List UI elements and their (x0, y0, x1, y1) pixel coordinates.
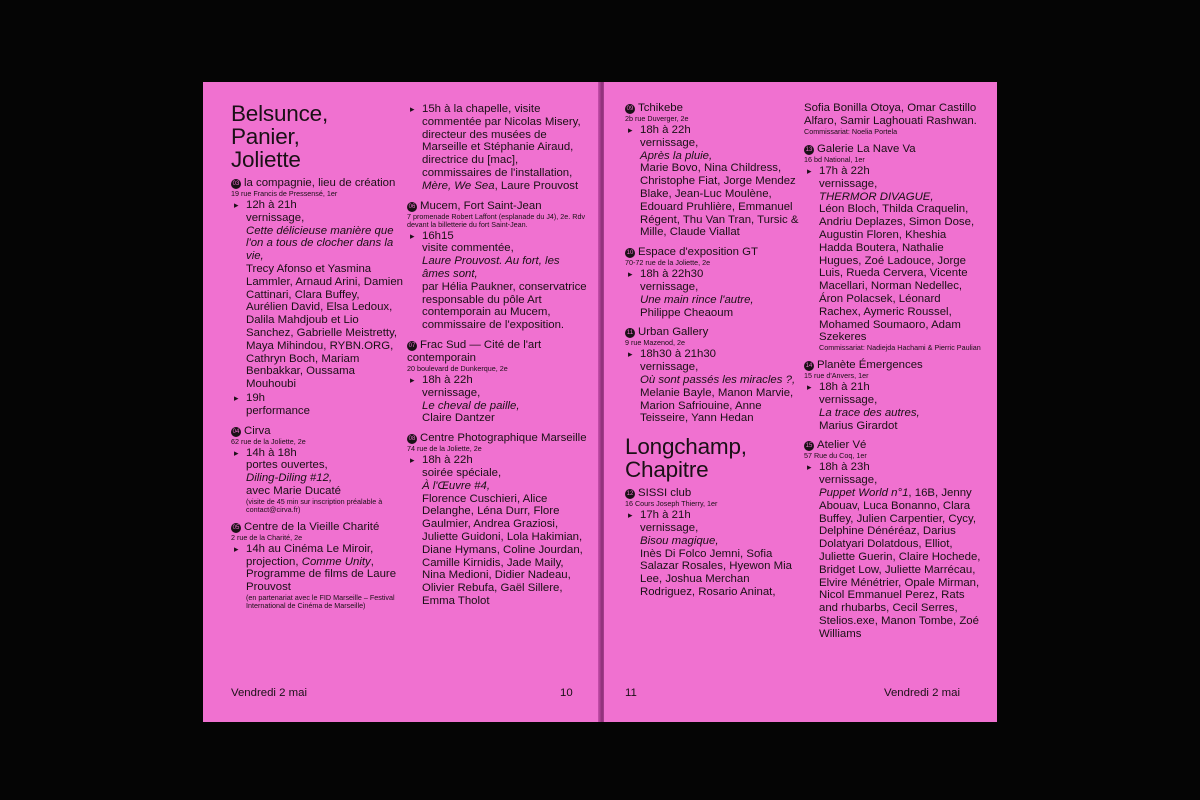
venue-entry (407, 200, 587, 332)
event-text: vernissage, (640, 136, 699, 149)
event-text: , 16B, Jenny Abouav, Luca Bonanno, Clara Buffey, Julien Carpentier, Cycy, Delphine Dénéréaz, Darius Dolatyari Dolatdous, Elliot, Juliette Guerin, Claire Hochede, Bridget Low, Juliette Marrécau, Elvire Ménétrier, Opale Mirman, Nicol Emmanuel Perez, Rats and rhubarbs, Cecil Serres, Stelios.exe, Manon Tombe, Zoé Williams (819, 486, 981, 640)
venue-entry (804, 439, 982, 640)
event-line (640, 535, 801, 548)
venue-number-badge: 10 (626, 250, 634, 257)
event-line (246, 472, 403, 485)
event-line (640, 294, 801, 307)
event-title: THERMOR DIVAGUE, (819, 190, 934, 203)
event-line (819, 191, 982, 204)
event-line (640, 361, 801, 374)
venue-number-badge: 07 (408, 342, 416, 349)
event-line (640, 522, 801, 535)
district-heading: Belsunce, Panier, Joliette (231, 101, 329, 172)
event-text: 19h (246, 391, 266, 404)
event-line (640, 548, 801, 599)
venue-name: Atelier Vé (817, 439, 867, 452)
venue-number-badge: 06 (408, 203, 416, 210)
footer-date: Vendredi 2 mai (884, 687, 960, 699)
venue-address: 7 promenade Robert Laffont (esplanade du J4), 2e. Rdv devant la billetterie du fort Saint-Jean. (407, 211, 586, 229)
event-line (422, 230, 587, 243)
event-item (625, 124, 801, 239)
event-title: Une main rince l'autre, (640, 293, 754, 306)
event-text: 15h à la chapelle, visite commentée par Nicolas Misery, directeur des musées de Marseille et Stéphanie Airaud, directrice du [mac], commissaires de l'installation, (422, 103, 581, 179)
event-line (640, 281, 801, 294)
event-title: Cette délicieuse manière que l'on a tous de clocher dans la vie, (246, 224, 394, 263)
event-line (819, 487, 982, 641)
event-title: Après la pluie, (640, 149, 713, 162)
event-text: Philippe Cheaoum (640, 306, 734, 319)
event-text: Léon Bloch, Thilda Craquelin, Andriu Deplazes, Simon Dose, Augustin Floren, Kheshia Hadda Boutera, Nathalie Hugues, Zoé Ladouce, Jorge Luis, Rueda Cervera, Vicente Macellari, Norman Nedellec, Áron Polacsek, Léonard Rachex, Aymeric Roussel, Mohamed Soumaoro, Adam Szekeres (819, 203, 975, 344)
event-item (804, 165, 982, 352)
event-item (407, 454, 587, 608)
event-line (422, 493, 587, 608)
venue-number-badge: 05 (232, 524, 240, 531)
event-text: performance (246, 404, 310, 417)
event-line (422, 103, 587, 193)
event-title: Le cheval de paille, (422, 399, 520, 412)
event-title: Où sont passés les miracles ?, (640, 373, 796, 386)
venue-name: Centre de la Vieille Charité (244, 520, 380, 533)
page-number: 11 (625, 687, 637, 699)
event-title: Diling-Diling #12, (246, 472, 333, 485)
event-line (819, 394, 982, 407)
event-text: vernissage, (819, 393, 878, 406)
event-line (819, 165, 982, 178)
event-note: Commissariat: Nadiejda Hachami & Pierric Paulian (819, 343, 981, 353)
venue-address: 19 rue Francis de Pressensé, 1er (231, 189, 338, 198)
venue-title (231, 425, 403, 438)
venue-name: Mucem, Fort Saint-Jean (420, 199, 542, 212)
venue-address: 2 rue de la Charité, 2e (231, 532, 303, 542)
event-text: 18h à 22h30 (640, 268, 704, 281)
event-line (422, 242, 587, 255)
event-text: Melanie Bayle, Manon Marvie, Marion Safriouine, Anne Teisseire, Yann Hedan (640, 386, 794, 425)
event-line (640, 307, 801, 320)
event-note: (visite de 45 min sur inscription préalable à contact@cirva.fr) (246, 496, 383, 514)
event-text: 17h à 22h (819, 165, 870, 177)
right-page (604, 82, 997, 722)
venue-name: la compagnie, lieu de création (244, 177, 396, 189)
venue-name: Urban Gallery (638, 326, 709, 339)
venue-name: Galerie La Nave Va (817, 143, 916, 155)
venue-title (407, 339, 587, 365)
event-line (819, 420, 982, 433)
event-line (640, 124, 801, 137)
venue-address: 62 rue de la Joliette, 2e (231, 436, 306, 446)
venue-entry (231, 521, 403, 610)
venue-number-badge: 11 (626, 330, 634, 337)
event-item (625, 348, 801, 425)
event-line (640, 268, 801, 281)
event-item (407, 230, 587, 332)
venue-name: Cirva (244, 424, 271, 437)
venue-entry (625, 326, 801, 425)
venue-entry (804, 143, 982, 352)
venue-address: 15 rue d'Anvers, 1er (804, 371, 869, 381)
venue-address: 16 bd National, 1er (804, 155, 865, 164)
event-text: Trecy Afonso et Yasmina Lammler, Arnaud Arini, Damien Cattinari, Clara Buffey, Aurélien David, Elsa Ledoux, Dalila Mahdjoub et Lio Sanchez, Gabrielle Meistretty, Maya Mihindou, RYBN.ORG, Cathryn Boch, Mariam Benbakkar, Oussama Mouhoubi (246, 262, 404, 391)
event-item (231, 447, 403, 514)
event-line (422, 454, 587, 467)
event-line (819, 178, 982, 191)
event-text: 18h à 22h (640, 124, 691, 136)
venue-number-badge: 13 (805, 147, 813, 153)
venue-title (231, 521, 403, 534)
event-line (640, 348, 801, 361)
venue-number-badge: 14 (805, 363, 813, 370)
event-text: 12h à 21h (246, 199, 297, 211)
venue-number-badge: 04 (232, 428, 240, 435)
event-line (819, 407, 982, 420)
venue-address: 57 Rue du Coq, 1er (804, 451, 867, 461)
venue-entry (407, 103, 587, 193)
event-text: vernissage, (640, 280, 699, 293)
venue-name: Tchikebe (638, 102, 683, 114)
event-title: Bisou magique, (640, 534, 719, 547)
venue-name: Centre Photographique Marseille (420, 432, 587, 445)
venue-address: 70-72 rue de la Joliette, 2e (625, 258, 711, 268)
event-text: , Programme de films de Laure Prouvost (246, 555, 397, 594)
event-text: vernissage, (819, 177, 878, 190)
event-text: vernissage, (640, 521, 699, 534)
event-item (407, 103, 587, 193)
event-text: 18h à 21h (819, 381, 870, 394)
venue-address: 74 rue de la Joliette, 2e (407, 444, 482, 454)
event-text: portes ouvertes, (246, 459, 328, 472)
event-text: Florence Cuschieri, Alice Delanghe, Léna Durr, Flore Gaulmier, Andrea Graziosi, Juliette Guidoni, Lola Hakimian, Diane Hymans, Coline Jourdan, Camille Kirnidis, Jade Maily, Nina Medioni, Didier Nadeau, Olivier Rebufa, Gaël Sillere, Emma Tholot (422, 492, 583, 607)
event-item (407, 374, 587, 425)
right-col-1 (625, 102, 801, 606)
venue-entry (625, 102, 801, 239)
venue-address: 16 Cours Joseph Thierry, 1er (625, 499, 718, 509)
venue-entry (407, 432, 587, 608)
event-item (231, 199, 403, 391)
event-line (246, 225, 403, 263)
event-item (804, 381, 982, 432)
venue-entry (625, 246, 801, 319)
venue-name: Espace d'exposition GT (638, 246, 758, 259)
event-title: À l'Œuvre #4, (422, 479, 491, 492)
venue-entry (231, 425, 403, 514)
venue-address: 9 rue Mazenod, 2e (625, 338, 685, 348)
footer-date: Vendredi 2 mai (231, 687, 307, 699)
event-line (640, 162, 801, 239)
event-line (422, 374, 587, 387)
event-note: (en partenariat avec le FID Marseille – Festival International de Cinéma de Marseille) (246, 592, 395, 610)
venue-entry (407, 339, 587, 425)
event-line (422, 387, 587, 400)
venue-number-badge: 08 (408, 436, 416, 443)
event-text: 14h à 18h (246, 446, 297, 459)
event-line (640, 509, 801, 522)
left-col-2 (407, 102, 587, 615)
right-col-2 (804, 102, 982, 648)
event-text: 18h à 22h (422, 373, 473, 386)
event-item (804, 461, 982, 640)
venue-number-badge: 15 (805, 443, 813, 450)
venue-name: SISSI club (638, 487, 692, 500)
event-text: visite commentée, (422, 242, 514, 255)
event-line (819, 474, 982, 487)
event-text: Inès Di Folco Jemni, Sofia Salazar Rosales, Hyewon Mia Lee, Joshua Merchan Rodriguez, Rosario Aninat, (640, 547, 792, 598)
event-text: vernissage, (640, 361, 699, 374)
event-line (246, 459, 403, 472)
event-text: Marie Bovo, Nina Childress, Christophe Fiat, Jorge Mendez Blake, Jean-Luc Moulène, Edouard Pruhlière, Emmanuel Régent, Thu Van Tran, Tursic & Mille, Claude Viallat (640, 162, 799, 239)
event-line (246, 543, 403, 594)
event-text: Marius Girardot (819, 419, 898, 432)
event-line (422, 400, 587, 413)
event-line (246, 263, 403, 391)
event-text: 16h15 (422, 229, 454, 242)
venue-name: Frac Sud — Cité de l'art contemporain (407, 338, 542, 364)
event-text: , Laure Prouvost (494, 179, 579, 192)
event-text: vernissage, (422, 386, 481, 399)
event-title: Comme Unity (301, 555, 371, 568)
venue-number-badge: 09 (626, 106, 634, 112)
venue-number-badge: 03 (232, 181, 240, 187)
event-title: Puppet World n°1 (819, 486, 909, 499)
event-item (625, 509, 801, 599)
event-line (246, 212, 403, 225)
district-heading: Longchamp, Chapitre (625, 434, 747, 483)
venue-address: 2b rue Duverger, 2e (625, 114, 689, 123)
event-line (422, 480, 587, 493)
event-item (625, 268, 801, 319)
venue-name: Planète Émergences (817, 359, 923, 372)
event-line (422, 467, 587, 480)
event-item (231, 392, 403, 418)
event-text: 18h30 à 21h30 (640, 348, 717, 361)
event-line (246, 485, 403, 498)
event-line (422, 281, 587, 332)
event-text: par Hélia Paukner, conservatrice responsable du pôle Art contemporain au Mucem, commissaire de l'exposition. (422, 280, 587, 332)
event-line (422, 255, 587, 281)
event-title: La trace des autres, (819, 406, 920, 419)
venue-number-badge: 12 (626, 491, 634, 498)
event-title: Mère, We Sea (422, 179, 495, 192)
event-line (246, 392, 403, 405)
event-text: vernissage, (246, 211, 305, 224)
event-line (640, 150, 801, 163)
event-line (640, 387, 801, 425)
event-text: 17h à 21h (640, 509, 691, 522)
event-text: vernissage, (819, 474, 878, 487)
venue-entry (231, 177, 403, 418)
event-text: 18h à 22h (422, 454, 473, 467)
continued-entry (804, 102, 982, 136)
event-text: avec Marie Ducaté (246, 484, 341, 497)
venue-entry (804, 359, 982, 432)
venue-title (407, 200, 587, 213)
event-line (246, 447, 403, 460)
event-line (640, 374, 801, 387)
venue-address: 20 boulevard de Dunkerque, 2e (407, 363, 508, 373)
curator-note: Commissariat: Noelia Portela (804, 127, 898, 136)
event-item (231, 543, 403, 610)
event-text: Claire Dantzer (422, 412, 495, 425)
left-col-1 (231, 102, 403, 617)
event-line (246, 199, 403, 212)
event-line (819, 381, 982, 394)
event-text: soirée spéciale, (422, 466, 502, 479)
page-number: 10 (560, 687, 573, 699)
artist-list: Sofia Bonilla Otoya, Omar Castillo Alfaro, Samir Laghouati Rashwan. (804, 102, 977, 127)
venue-entry (625, 487, 801, 599)
event-line (819, 461, 982, 474)
event-text: 18h à 23h (819, 461, 870, 474)
event-text: 14h au Cinéma Le Miroir, projection, (246, 542, 374, 568)
left-page (203, 82, 600, 722)
event-line (246, 405, 403, 418)
event-line (640, 137, 801, 150)
event-line (819, 203, 982, 344)
event-title: Laure Prouvost. Au fort, les âmes sont, (422, 255, 560, 280)
event-line (422, 412, 587, 425)
